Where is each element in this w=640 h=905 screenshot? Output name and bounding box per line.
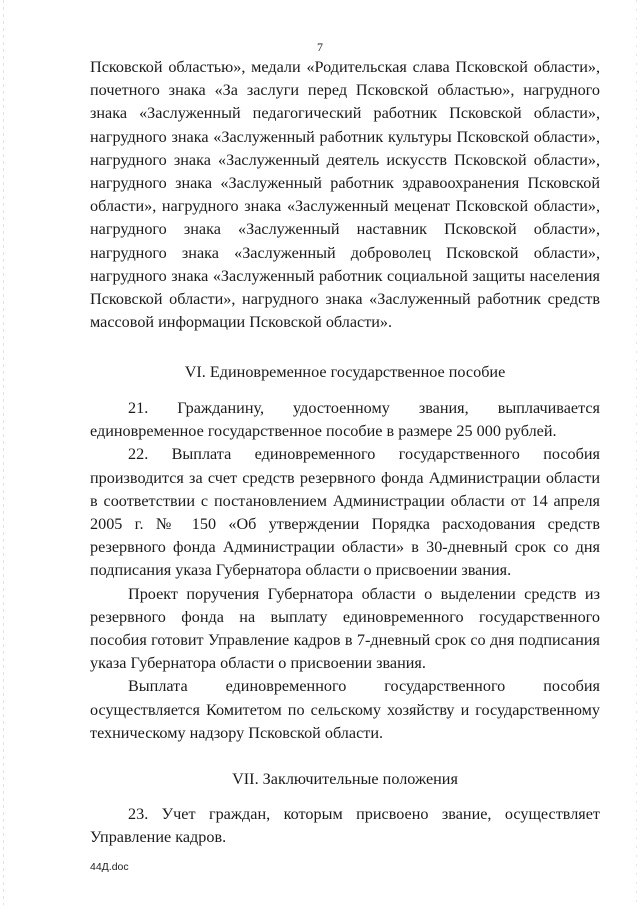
paragraph-23: 23. Учет граждан, которым присвоено звание, осуществляет Управление кадров. bbox=[90, 805, 600, 847]
footer-filename: 44Д.doc bbox=[90, 861, 129, 873]
paragraph-payment-executor: Выплата единовременного государственного пособия осуществляется Комитетом по сельскому хозяйству и государственному техническому надзору Псковской области. bbox=[90, 677, 600, 742]
section-7-heading: VII. Заключительные положения bbox=[232, 770, 458, 788]
scan-edge-left bbox=[3, 0, 4, 905]
paragraph-resolution-draft: Проект поручения Губернатора области о выделении средств из резервного фонда на выплату единовременного государственного пособия готовит Управление кадров в 7-дневный срок со дня подписания указа Губернатора области о присвоении звания. bbox=[90, 584, 600, 673]
section-6-body bbox=[90, 397, 600, 745]
paragraph-21: 21. Гражданину, удостоенному звания, выплачивается единовременное государственное пособие в размере 25 000 рублей. bbox=[90, 399, 600, 441]
page-number: 7 bbox=[317, 40, 323, 54]
section-7-body bbox=[90, 803, 600, 849]
paragraph-22: 22. Выплата единовременного государственного пособия производится за счет средств резервного фонда Администрации области в соответствии с постановлением Администрации области от 14 апреля 2005 г. № 150 «Об утверждении Порядка расходования средств резервного фонда Администрации области» в 30-дневный срок со дня подписания указа Губернатора области о присвоении звания. bbox=[90, 445, 600, 580]
section-6-heading: VI. Единовременное государственное пособие bbox=[184, 363, 506, 381]
scan-edge-right bbox=[636, 0, 637, 905]
intro-paragraph: Псковской областью», медали «Родительская слава Псковской области», почетного знака «За заслуги перед Псковской областью», нагрудного знака «Заслуженный педагогический работник Псковской области», нагрудного знака «Заслуженный работник культуры Псковской области», нагрудного знака «Заслуженный деятель искусств Псковской области», нагрудного знака «Заслуженный работник здравоохранения Псковской области», нагрудного знака «Заслуженный меценат Псковской области», нагрудного знака «Заслуженный наставник Псковской области», нагрудного знака «Заслуженный доброволец Псковской области», нагрудного знака «Заслуженный работник социальной защиты населения Псковской области», нагрудного знака «Заслуженный работник средств массовой информации Псковской области». bbox=[90, 58, 600, 332]
intro-text-block bbox=[90, 56, 600, 334]
